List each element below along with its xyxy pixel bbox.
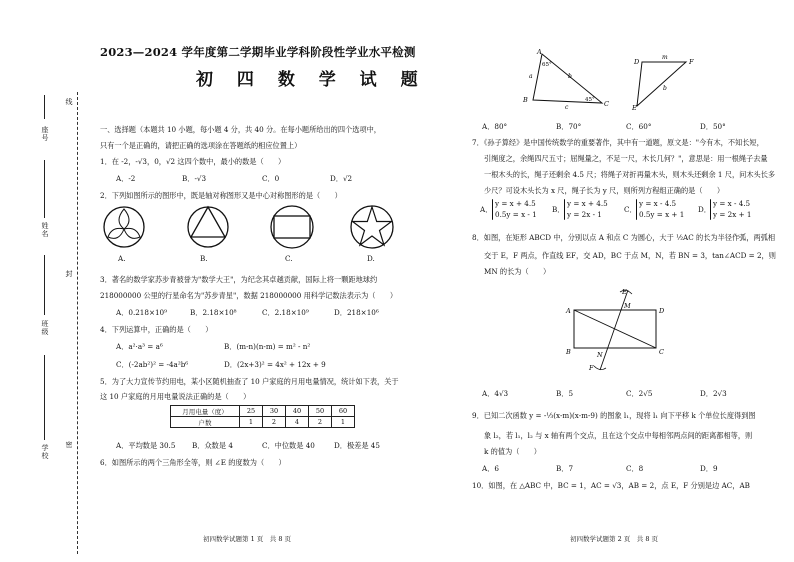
q7-brace-c: [636, 199, 637, 220]
q5-option-a[interactable]: A．平均数是 30.5: [116, 441, 176, 450]
name-underline: [44, 160, 45, 218]
tri-side-b2: b: [663, 85, 667, 92]
table-cell: 2: [263, 417, 286, 428]
rect-label-n: N: [597, 351, 603, 359]
tri-side-b: b: [568, 73, 572, 80]
q4-stem: 4．下列运算中，正确的是（ ）: [100, 325, 213, 334]
q9-stem-1: 9．已知二次函数 y = -⅓(x-m)(x-m-9) 的图象 l₁，现将 l₁ 向下平移 k 个单位长度得到图: [472, 411, 756, 420]
label-school: 学校: [41, 444, 49, 460]
tri-side-c: c: [565, 104, 569, 111]
q5-option-c[interactable]: C．中位数是 40: [262, 441, 315, 450]
q4-option-a[interactable]: A．a²·a³ = a⁶: [116, 342, 163, 351]
tri-label-e-vertex: E: [632, 104, 637, 112]
q7-stem-4: 少尺？可设木头长为 x 尺，绳子长为 y 尺，则所列方程组正确的是（ ）: [484, 186, 725, 195]
tri-label-b-vertex: B: [523, 96, 528, 104]
q7-option-d-letter[interactable]: D．: [698, 205, 711, 214]
rect-label-d: D: [659, 307, 665, 315]
q6-option-a[interactable]: A．80°: [482, 122, 508, 131]
q6-congruent-triangles: [523, 48, 710, 112]
table-cell: 40: [286, 406, 309, 417]
q5-usage-table: [170, 405, 355, 428]
q6-stem: 6．如图所示的两个三角形全等，则 ∠E 的度数为（ ）: [100, 458, 286, 467]
q3-option-d[interactable]: D．218×10⁶: [334, 308, 379, 317]
table-header-usage: 月用电量（度）: [171, 406, 240, 417]
mark-secret: 密: [65, 441, 73, 449]
table-cell: 1: [240, 417, 263, 428]
tri-label-f-vertex: F: [689, 58, 694, 66]
table-row: [171, 406, 355, 417]
label-name: 姓名: [41, 222, 49, 238]
label-seat-number: 座号: [41, 126, 49, 142]
q10-stem: 10．如图，在 △ABC 中，BC = 1，AC = √3，AB = 2，点 E，F 分别是边 AC，AB: [472, 481, 750, 490]
table-cell: 25: [240, 406, 263, 417]
q7-brace-b: [564, 199, 565, 220]
q7-stem-2: 引绳度之，余绳四尺五寸；屈绳量之，不足一尺，木长几何？"，意思是：用一根绳子去量: [484, 154, 768, 163]
exam-title-line: 2023—2024 学年度第二学期毕业学科阶段性学业水平检测: [100, 45, 416, 59]
q2-figure-b-triangle: [186, 204, 230, 250]
q6-option-b[interactable]: B．70°: [556, 122, 582, 131]
q7-option-a-eq2: 0.5y = x - 1: [495, 210, 537, 219]
q8-option-d[interactable]: D．2√3: [700, 389, 727, 398]
q8-option-c[interactable]: C．2√5: [626, 389, 653, 398]
rect-label-e: E: [622, 288, 627, 296]
q2-option-d[interactable]: D.: [367, 254, 375, 263]
table-cell: 1: [332, 417, 355, 428]
q3-option-b[interactable]: B．2.18×10⁸: [190, 308, 237, 317]
q7-option-d-eq2: y = 2x + 1: [713, 210, 752, 219]
tri-label-a-vertex: A: [537, 48, 542, 56]
binding-line: [77, 92, 78, 554]
exam-title-main: 初 四 数 学 试 题: [196, 70, 427, 90]
q8-stem-3: MN 的长为（ ）: [484, 267, 551, 276]
rect-label-f: F: [589, 364, 594, 372]
q7-option-d-eq1: y = x - 4.5: [713, 199, 751, 208]
q6-option-d[interactable]: D．50°: [700, 122, 726, 131]
q7-options: [480, 199, 780, 223]
class-underline: [44, 255, 45, 315]
q7-option-b-eq1: y = x + 4.5: [567, 199, 608, 208]
tri-side-m: m: [662, 54, 668, 61]
q2-figure-c-rectangle: [268, 204, 316, 250]
tri-side-a: a: [529, 73, 533, 80]
q7-brace-a: [492, 199, 493, 220]
q2-figure-a-trefoil: [102, 204, 146, 250]
q7-option-b-letter[interactable]: B．: [552, 205, 565, 214]
q8-stem-2: 交于 E，F 两点，作直线 EF，交 AD，BC 于点 M，N，若 BN = 3，tan∠ACD = 2，则: [484, 251, 776, 260]
q2-figure-d-star: [349, 204, 395, 250]
q6-option-c[interactable]: C．60°: [626, 122, 652, 131]
q3-stem-1: 3．著名的数学家苏步青被誉为"数学大王"，为纪念其卓越贡献，国际上将一颗距地球约: [100, 275, 378, 284]
q3-option-a[interactable]: A．0.218×10⁹: [116, 308, 168, 317]
table-cell: 4: [286, 417, 309, 428]
q9-option-a[interactable]: A．6: [482, 464, 499, 473]
q7-brace-d: [710, 199, 711, 220]
q3-stem-2: 218000000 公里的行星命名为"苏步青星"，数据 218000000 用科学记数法表示为（ ）: [100, 291, 398, 300]
rect-label-b: B: [566, 348, 571, 356]
q5-option-d[interactable]: D．极差是 45: [334, 441, 380, 450]
q9-stem-2: 象 l₂，若 l₁，l₂ 与 x 轴有两个交点，且在这个交点中每相邻两点间的距离都相等，则: [484, 431, 753, 440]
tri-angle-65: 65°: [542, 62, 552, 68]
q7-option-b-eq2: y = 2x - 1: [567, 210, 602, 219]
q2-option-a[interactable]: A.: [118, 254, 126, 263]
section-intro-2: 只有一个是正确的，请把正确的选项涂在答题纸的相应位置上）: [100, 141, 302, 150]
q1-option-d[interactable]: D．√2: [330, 174, 353, 183]
q1-option-b[interactable]: B．-√3: [182, 174, 207, 183]
school-underline: [44, 355, 45, 440]
table-cell: 2: [309, 417, 332, 428]
rect-label-m: M: [624, 302, 631, 310]
tri-label-c-vertex: C: [604, 100, 609, 108]
q5-stem-1: 5．为了大力宣传节约用电，某小区随机抽查了 10 户家庭的月用电量情况，统计如下表，关于: [100, 377, 399, 386]
q7-option-c-letter[interactable]: C．: [624, 205, 637, 214]
q9-option-d[interactable]: D．9: [700, 464, 718, 473]
q1-option-a[interactable]: A．-2: [116, 174, 136, 183]
q5-stem-2: 这 10 户家庭的月用电量说法正确的是（ ）: [100, 392, 251, 401]
table-row: [171, 417, 355, 428]
page-footer-left: 初四数学试题第 1 页 共 8 页: [203, 535, 292, 543]
page-footer-right: 初四数学试题第 2 页 共 8 页: [570, 535, 659, 543]
label-class: 班级: [41, 320, 49, 336]
q2-stem: 2．下列如图所示的图形中，既是轴对称图形又是中心对称图形的是（ ）: [100, 191, 342, 200]
table-cell: 60: [332, 406, 355, 417]
table-header-households: 户数: [171, 417, 240, 428]
q7-stem-1: 7．《孙子算经》是中国传统数学的重要著作，其中有一道题，原文是："今有木，不知长短，: [472, 138, 764, 147]
q4-option-d[interactable]: D．(2x+3)² = 4x² + 12x + 9: [224, 360, 326, 369]
q5-option-b[interactable]: B．众数是 4: [192, 441, 233, 450]
q8-stem-1: 8．如图，在矩形 ABCD 中，分别以点 A 和点 C 为圆心，大于 ½AC 的长为半径作弧，两弧相: [472, 233, 776, 242]
q8-option-a[interactable]: A．4√3: [482, 389, 509, 398]
q1-stem: 1．在 -2，-√3，0，√2 这四个数中，最小的数是（ ）: [100, 157, 286, 166]
q2-option-b[interactable]: B.: [200, 254, 208, 263]
seat-underline: [44, 95, 45, 119]
q2-option-c[interactable]: C.: [285, 254, 293, 263]
q7-option-c-eq1: y = x - 4.5: [639, 199, 677, 208]
q4-option-c[interactable]: C．(-2ab²)² = -4a²b⁶: [116, 360, 189, 369]
tri-label-d-vertex: D: [634, 58, 640, 66]
q9-option-c[interactable]: C．8: [626, 464, 644, 473]
q4-option-b[interactable]: B．(m-n)(n-m) = m² - n²: [224, 342, 311, 351]
q7-option-a-eq1: y = x + 4.5: [495, 199, 536, 208]
q9-stem-3: k 的值为（ ）: [484, 447, 541, 456]
section-intro-1: 一、选择题（本题共 10 小题，每小题 4 分，共 40 分。在每小题所给出的四个选项中，: [100, 125, 381, 134]
rect-label-a: A: [566, 307, 571, 315]
mark-line: 线: [65, 98, 73, 106]
tri-angle-45: 45°: [585, 97, 595, 103]
q7-stem-3: 一根木头的长，绳子还剩余 4.5 尺；将绳子对折再量木头，则木头还剩余 1 尺，问木头长多: [484, 170, 776, 179]
q8-rectangle-figure: [560, 286, 670, 378]
table-cell: 50: [309, 406, 332, 417]
q8-option-b[interactable]: B．5: [556, 389, 574, 398]
table-cell: 30: [263, 406, 286, 417]
q9-option-b[interactable]: B．7: [556, 464, 574, 473]
q1-option-c[interactable]: C．0: [262, 174, 280, 183]
mark-seal: 封: [65, 270, 73, 278]
rect-label-c: C: [659, 348, 664, 356]
q7-option-c-eq2: 0.5y = x + 1: [639, 210, 685, 219]
q7-option-a-letter[interactable]: A．: [480, 205, 493, 214]
q3-option-c[interactable]: C．2.18×10⁹: [262, 308, 309, 317]
